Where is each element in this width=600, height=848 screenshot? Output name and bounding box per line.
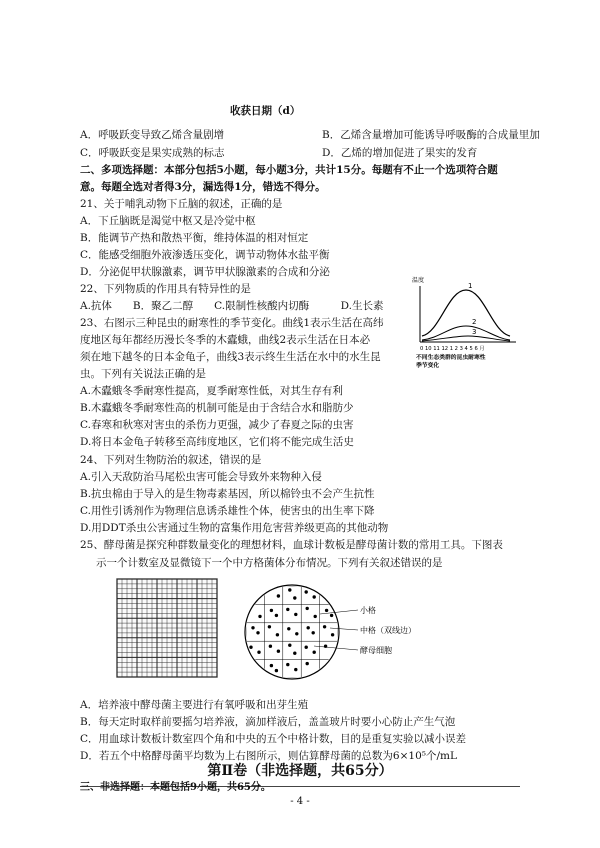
curve-label-2: 2 <box>472 318 477 326</box>
q24-option-a: A.引入天敌防治马尾松虫害可能会导致外来物种入侵 <box>80 471 322 483</box>
curve-2 <box>422 326 510 340</box>
q23-option-c: C.春寒和秋寒对害虫的杀伤力更强，减少了春夏之际的虫害 <box>80 419 354 431</box>
q21-option-b: B．能调节产热和散热平衡，维持体温的相对恒定 <box>80 232 309 244</box>
yeast-cell <box>270 609 273 612</box>
graph-caption-1: 不同生态类群的昆虫耐寒性 <box>416 355 486 361</box>
yeast-cell <box>293 652 296 655</box>
q25-line2: 示一个计数室及显微镜下一个中方格菌体分布情况。下列有关叙述错误的是 <box>96 557 443 569</box>
chamber-grid-lines <box>117 579 217 677</box>
yeast-cell <box>330 614 333 617</box>
curve-label-1: 1 <box>468 282 473 290</box>
yeast-cell <box>288 588 291 591</box>
yeast-cell <box>270 664 273 667</box>
yeast-cell <box>249 646 252 649</box>
yeast-cell <box>294 668 297 671</box>
page-number: - 4 - <box>290 796 310 807</box>
yeast-cell <box>277 594 280 597</box>
q23-option-b: B.木蠹蛾冬季耐寒性高的机制可能是由于含结合水和脂肪少 <box>80 402 354 414</box>
yeast-cell <box>288 644 291 647</box>
q24-option-d: D.用DDT杀虫公害通过生物的富集作用危害营养级更高的其他动物 <box>80 522 389 534</box>
section-ii-title: 第Ⅱ卷（非选择题，共65分） <box>207 763 393 779</box>
curve-1 <box>422 290 510 336</box>
yeast-cell <box>295 632 298 635</box>
hemocytometer-counting-chamber <box>116 578 218 678</box>
q20-option-c: C．呼吸跃变是果实成熟的标志 <box>80 147 225 159</box>
label-small-square: 小格 <box>360 606 376 615</box>
q25-option-b: B．每天定时取样前要摇匀培养液，滴加样液后，盖盖玻片时要小心防止产生气泡 <box>80 716 456 728</box>
insect-cold-tolerance-graph <box>410 272 522 380</box>
yeast-cell <box>313 595 316 598</box>
q21-option-d: D．分泌促甲状腺激素，调节甲状腺激素的合成和分泌 <box>80 266 330 278</box>
q20-option-d: D．乙烯的增加促进了果实的发育 <box>322 147 478 159</box>
yeast-cell <box>305 590 308 593</box>
q22-stem: 22、下列物质的作用具有特异性的是 <box>80 283 251 295</box>
yeast-cell <box>268 625 271 628</box>
yeast-cell <box>293 596 296 599</box>
graph-xticks: 0 10 11 12 1 2 3 4 5 6 月 <box>420 346 485 352</box>
label-yeast-cell: 酵母细胞 <box>360 646 392 655</box>
section2-heading: 二、多项选择题：本部分包括5小题，每小题3分，共计15分。每题有不止一个选项符合题 <box>80 164 498 176</box>
q23-line1: 23、右图示三种昆虫的耐寒性的季节变化。曲线1表示生活在高纬 <box>80 317 384 329</box>
q20-option-a: A．呼吸跃变导致乙烯含量剧增 <box>80 129 225 141</box>
yeast-cell <box>305 646 308 649</box>
q23-line4: 虫。下列有关说法正确的是 <box>80 368 206 380</box>
q25-line1: 25、酵母菌是探究种群数量变化的理想材料，血球计数板是酵母菌计数的常用工具。下图表 <box>80 539 503 551</box>
q25-option-d: D．若五个中格酵母菌平均数为上右图所示，则估算酵母菌的总数为6×10⁵个/mL <box>80 750 457 762</box>
q23-line2: 度地区每年都经历漫长冬季的木蠹蛾，曲线2表示生活在日本必 <box>80 334 371 346</box>
yeast-cell <box>306 607 309 610</box>
q20-option-b: B．乙烯含量增加可能诱导呼吸酶的合成量里加 <box>322 129 540 141</box>
q21-option-a: A．下丘脑既是渴觉中枢又是冷觉中枢 <box>80 215 256 227</box>
graph-caption-2: 季节变化 <box>416 363 440 369</box>
q23-option-d: D.将日本金龟子转移至高纬度地区，它们将不能完成生活史 <box>80 436 354 448</box>
yeast-cell <box>314 615 317 618</box>
microscope-middle-square-view <box>240 580 440 688</box>
yeast-cell <box>313 651 316 654</box>
graph-ylabel: 温度 <box>412 277 425 284</box>
q22-options: A.抗体 B．聚乙二醇 C.限制性核酸内切酶 D.生长素 <box>80 300 384 312</box>
yeast-cell <box>275 614 278 617</box>
q21-stem: 21、关于哺乳动物下丘脑的叙述，正确的是 <box>80 198 283 210</box>
yeast-cell <box>257 651 260 654</box>
yeast-cell <box>269 645 272 648</box>
yeast-cell <box>306 662 309 665</box>
x-axis-fragment: 收获日期（d） <box>230 105 301 117</box>
yeast-cell <box>325 609 328 612</box>
q23-option-a: A.木蠹蛾冬季耐寒性提高，夏季耐寒性低，对其生存有利 <box>80 385 343 397</box>
yeast-cell <box>294 613 297 616</box>
yeast-cell <box>258 615 261 618</box>
q25-option-a: A．培养液中酵母菌主要进行有氧呼吸和出芽生殖 <box>80 699 309 711</box>
yeast-cell <box>312 631 315 634</box>
yeast-cell <box>331 633 334 636</box>
yeast-cell <box>307 626 310 629</box>
label-middle-square: 中格（双线边） <box>360 626 416 635</box>
q24-option-b: B.抗虫棉由于导入的是生物毒素基因，所以棉铃虫不会产生抗性 <box>80 488 375 500</box>
yeast-cell <box>286 608 289 611</box>
yeast-cell <box>277 650 280 653</box>
yeast-cell <box>276 633 279 636</box>
yeast-cell <box>256 631 259 634</box>
section3-heading: 三、非选择题：本题包括9小题，共65分。 <box>80 782 271 793</box>
yeast-cell <box>251 626 254 629</box>
yeast-cell <box>275 669 278 672</box>
q21-option-c: C．能感受细胞外液渗透压变化，调节动物体水盐平衡 <box>80 249 330 261</box>
q23-line3: 须在地下越冬的日本金龟子，曲线3表示终生生活在水中的水生昆 <box>80 351 381 363</box>
curve-label-3: 3 <box>472 328 477 336</box>
section2-heading-cont: 意。每题全选对者得3分，漏选得1分，错选不得分。 <box>80 181 326 193</box>
yeast-cell <box>287 627 290 630</box>
yeast-cell <box>323 625 326 628</box>
q24-option-c: C.用性引诱剂作为物理信息诱杀雄性个体，使害虫的出生率下降 <box>80 505 375 517</box>
yeast-cell <box>286 663 289 666</box>
q25-option-c: C．用血球计数板计数室四个角和中央的五个中格计数，目的是重复实验以减小误差 <box>80 733 467 745</box>
q24-stem: 24、下列对生物防治的叙述，错误的是 <box>80 454 262 466</box>
